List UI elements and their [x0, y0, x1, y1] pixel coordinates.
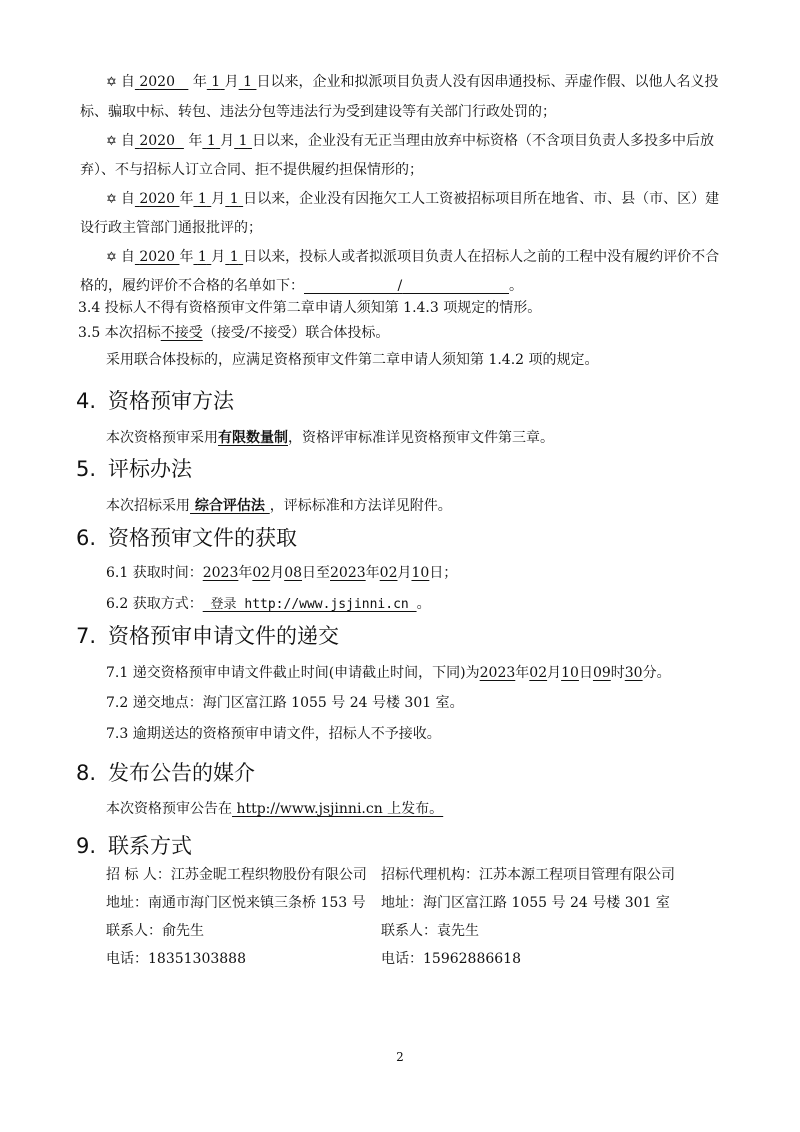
condition-item-1-cont: 标、骗取中标、转包、违法分包等违法行为受到建设等有关部门行政处罚的； [80, 104, 556, 120]
star-bullet-icon: ✡ [106, 134, 117, 149]
clause-3-5: 3.5 本次招标不接受（接受/不接受）联合体投标。 [78, 325, 390, 341]
clause-7-3: 7.3 逾期送达的资格预审申请文件，招标人不予接收。 [106, 726, 441, 742]
publish-website-link[interactable]: http://www.jsjinni.cn 上发布。 [232, 801, 444, 817]
condition-item-4: ✡ 自 2020 年 1 月 1 日以来，投标人或者拟派项目负责人在招标人之前的工程中没有履约评价不合 [106, 249, 720, 265]
failed-list-field: / [397, 278, 403, 294]
month-field: 1 [206, 133, 216, 149]
clause-6-1: 6.1 获取时间：2023年02月08日至2023年02月10日； [106, 565, 458, 581]
day-field: 1 [238, 133, 248, 149]
method-field: 有限数量制 [218, 430, 288, 446]
condition-item-4-cont: 格的，履约评价不合格的名单如下： / 。 [80, 278, 523, 294]
section-heading-8: 8. 发布公告的媒介 [76, 761, 255, 785]
page-number: 2 [396, 1050, 404, 1064]
year-field: 2020 [139, 249, 175, 265]
clause-3-5-note: 采用联合体投标的，应满足资格预审文件第二章申请人须知第 1.4.2 项的规定。 [106, 352, 599, 368]
evaluation-method-field: 综合评估法 [190, 498, 270, 514]
condition-item-3: ✡ 自 2020 年 1 月 1 日以来，企业没有因拖欠工人工资被招标项目所在地省、市、县（市、区）建 [106, 191, 720, 207]
contact-row-3 [0, 921, 800, 941]
month-field: 1 [197, 249, 207, 265]
day-field: 1 [229, 191, 239, 207]
year-field: 2020 [139, 191, 175, 207]
section-8-text: 本次资格预审公告在 http://www.jsjinni.cn 上发布。 [106, 801, 444, 817]
agent-name: 招标代理机构：江苏本源工程项目管理有限公司 [381, 867, 675, 883]
contact-row-1 [0, 865, 800, 885]
clause-7-2: 7.2 递交地点：海门区富江路 1055 号 24 号楼 301 室。 [106, 695, 464, 711]
clause-7-1: 7.1 递交资格预审申请文件截止时间(申请截止时间，下同)为2023年02月10日09时30分。 [106, 665, 671, 681]
condition-item-3-cont: 设行政主管部门通报批评的； [80, 220, 262, 236]
star-bullet-icon: ✡ [106, 75, 117, 90]
section-heading-4: 4. 资格预审方法 [76, 389, 234, 413]
condition-item-2: ✡ 自 2020 年 1 月 1 日以来，企业没有无正当理由放弃中标资格（不含项目负责人多投多中后放 [106, 133, 715, 149]
clause-3-4: 3.4 投标人不得有资格预审文件第二章申请人须知第 1.4.3 项规定的情形。 [78, 300, 542, 316]
section-5-text: 本次招标采用 综合评估法 ，评标标准和方法详见附件。 [106, 498, 452, 514]
agent-phone: 电话：15962886618 [381, 951, 521, 967]
tenderer-name: 招 标 人：江苏金昵工程织物股份有限公司 [106, 867, 367, 883]
day-field: 1 [229, 249, 239, 265]
month-field: 1 [211, 74, 221, 90]
agent-address: 地址：海门区富江路 1055 号 24 号楼 301 室 [381, 895, 670, 911]
tenderer-address: 地址：南通市海门区悦来镇三条桥 153 号 [106, 895, 366, 911]
section-heading-7: 7. 资格预审申请文件的递交 [76, 624, 339, 648]
section-4-text: 本次资格预审采用有限数量制，资格评审标准详见资格预审文件第三章。 [106, 430, 554, 446]
tenderer-contact: 联系人：俞先生 [106, 923, 204, 939]
star-bullet-icon: ✡ [106, 192, 117, 207]
section-heading-5: 5. 评标办法 [76, 457, 192, 481]
section-heading-6: 6. 资格预审文件的获取 [76, 526, 297, 550]
year-field: 2020 [139, 133, 175, 149]
contact-row-2 [0, 893, 800, 913]
tenderer-phone: 电话：18351303888 [106, 951, 246, 967]
agent-contact: 联系人：袁先生 [381, 923, 479, 939]
clause-6-2: 6.2 获取方式： 登录 http://www.jsjinni.cn 。 [106, 596, 431, 612]
month-field: 1 [197, 191, 207, 207]
section-heading-9: 9. 联系方式 [76, 834, 192, 858]
year-field: 2020 [139, 74, 175, 90]
website-link[interactable]: 登录 http://www.jsjinni.cn [202, 597, 417, 612]
joint-bid-field: 不接受 [160, 325, 203, 341]
day-field: 1 [243, 74, 253, 90]
star-bullet-icon: ✡ [106, 250, 117, 265]
condition-item-2-cont: 弃）、不与招标人订立合同、拒不提供履约担保情形的； [80, 162, 423, 178]
condition-item-1: ✡ 自 2020 年 1 月 1 日以来，企业和拟派项目负责人没有因串通投标、弄虚作假、以他人名义投 [106, 74, 719, 90]
contact-row-4 [0, 949, 800, 969]
